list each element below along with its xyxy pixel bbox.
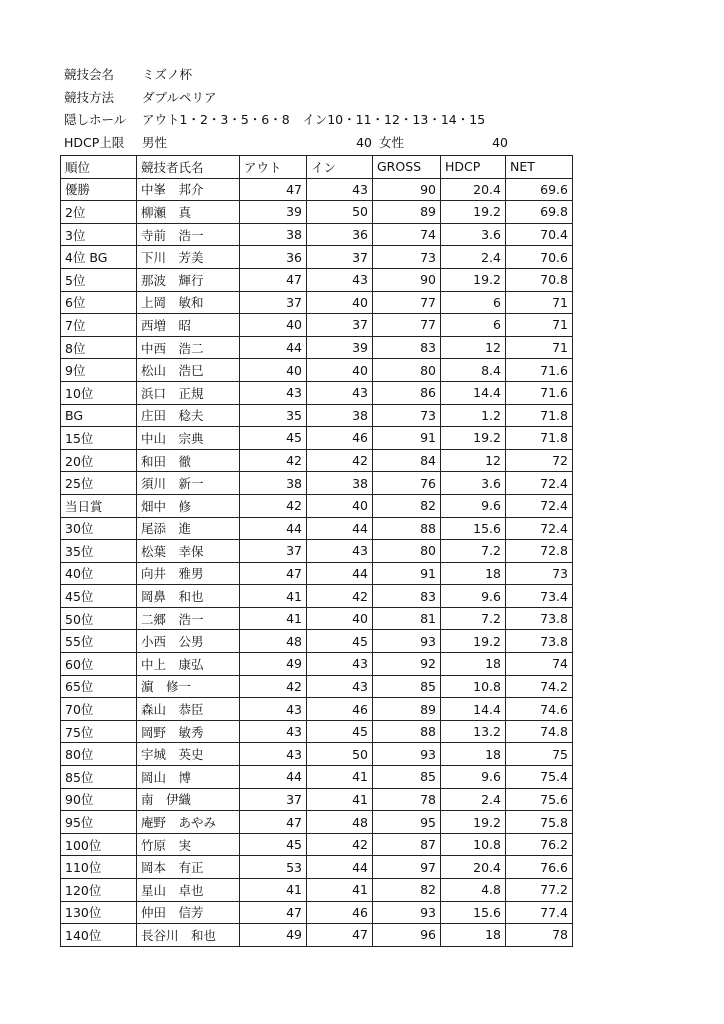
out-score-cell: 47 [240, 178, 307, 201]
rank-cell: 15位 [61, 427, 137, 450]
rank-cell: 140位 [61, 924, 137, 947]
table-row [61, 901, 573, 924]
rank-cell: 20位 [61, 449, 137, 472]
player-name-cell: 二郷 浩一 [137, 607, 240, 630]
table-row [61, 562, 573, 585]
in-score-cell: 40 [307, 607, 373, 630]
table-row [61, 201, 573, 224]
out-score-cell: 37 [240, 291, 307, 314]
net-score-cell: 78 [506, 924, 573, 947]
net-score-cell: 74.2 [506, 675, 573, 698]
gross-score-cell: 74 [373, 223, 441, 246]
net-score-cell: 76.2 [506, 833, 573, 856]
player-name-cell: 岡山 博 [137, 766, 240, 789]
gross-score-cell: 92 [373, 653, 441, 676]
column-header-net: NET [506, 156, 573, 179]
in-score-cell: 41 [307, 788, 373, 811]
gross-score-cell: 89 [373, 201, 441, 224]
in-score-cell: 48 [307, 811, 373, 834]
table-row [61, 314, 573, 337]
rank-cell: 25位 [61, 472, 137, 495]
table-row [61, 766, 573, 789]
out-score-cell: 47 [240, 268, 307, 291]
net-score-cell: 70.8 [506, 268, 573, 291]
out-score-cell: 40 [240, 359, 307, 382]
player-name-cell: 庵野 あやみ [137, 811, 240, 834]
gross-score-cell: 78 [373, 788, 441, 811]
out-score-cell: 42 [240, 675, 307, 698]
in-score-cell: 36 [307, 223, 373, 246]
out-score-cell: 37 [240, 540, 307, 563]
results-body [61, 178, 573, 946]
net-score-cell: 75.6 [506, 788, 573, 811]
rank-cell: 45位 [61, 585, 137, 608]
table-row [61, 698, 573, 721]
rank-cell: 130位 [61, 901, 137, 924]
player-name-cell: 庄田 稔夫 [137, 404, 240, 427]
hdcp-cell: 18 [441, 924, 506, 947]
out-score-cell: 38 [240, 472, 307, 495]
player-name-cell: 上岡 敏和 [137, 291, 240, 314]
player-name-cell: 中山 宗典 [137, 427, 240, 450]
in-score-cell: 38 [307, 472, 373, 495]
player-name-cell: 長谷川 和也 [137, 924, 240, 947]
out-score-cell: 42 [240, 449, 307, 472]
table-row [61, 585, 573, 608]
table-row [61, 540, 573, 563]
out-score-cell: 43 [240, 698, 307, 721]
rank-cell: 75位 [61, 720, 137, 743]
gross-score-cell: 96 [373, 924, 441, 947]
table-row [61, 381, 573, 404]
player-name-cell: 寺前 浩一 [137, 223, 240, 246]
rank-cell: 90位 [61, 788, 137, 811]
player-name-cell: 向井 雅男 [137, 562, 240, 585]
in-score-cell: 43 [307, 381, 373, 404]
table-row [61, 720, 573, 743]
gross-score-cell: 93 [373, 743, 441, 766]
net-score-cell: 71.8 [506, 404, 573, 427]
in-score-cell: 37 [307, 314, 373, 337]
rank-cell: 2位 [61, 201, 137, 224]
gross-score-cell: 85 [373, 675, 441, 698]
in-score-cell: 42 [307, 585, 373, 608]
gross-score-cell: 95 [373, 811, 441, 834]
table-row [61, 879, 573, 902]
gross-score-cell: 82 [373, 494, 441, 517]
net-score-cell: 69.8 [506, 201, 573, 224]
rank-cell: 優勝 [61, 178, 137, 201]
rank-cell: 65位 [61, 675, 137, 698]
gross-score-cell: 90 [373, 178, 441, 201]
hdcp-cell: 7.2 [441, 607, 506, 630]
rank-cell: 110位 [61, 856, 137, 879]
male-limit-value: 40 [356, 134, 372, 150]
table-row [61, 517, 573, 540]
out-score-cell: 44 [240, 517, 307, 540]
rank-cell: 4位 BG [61, 246, 137, 269]
hdcp-cell: 8.4 [441, 359, 506, 382]
hdcp-cell: 9.6 [441, 585, 506, 608]
player-name-cell: 宇城 英史 [137, 743, 240, 766]
player-name-cell: 下川 芳美 [137, 246, 240, 269]
hdcp-cell: 12 [441, 336, 506, 359]
out-score-cell: 35 [240, 404, 307, 427]
table-row [61, 404, 573, 427]
net-score-cell: 73.8 [506, 630, 573, 653]
rank-cell: 95位 [61, 811, 137, 834]
in-score-cell: 40 [307, 291, 373, 314]
hdcp-cell: 10.8 [441, 833, 506, 856]
in-score-cell: 39 [307, 336, 373, 359]
net-score-cell: 70.4 [506, 223, 573, 246]
player-name-cell: 西増 昭 [137, 314, 240, 337]
gross-score-cell: 90 [373, 268, 441, 291]
in-score-cell: 46 [307, 427, 373, 450]
gross-score-cell: 77 [373, 314, 441, 337]
player-name-cell: 仲田 信芳 [137, 901, 240, 924]
player-name-cell: 那波 輝行 [137, 268, 240, 291]
rank-cell: 7位 [61, 314, 137, 337]
hdcp-cell: 18 [441, 743, 506, 766]
out-score-cell: 41 [240, 879, 307, 902]
rank-cell: 8位 [61, 336, 137, 359]
player-name-cell: 竹原 実 [137, 833, 240, 856]
hdcp-cell: 13.2 [441, 720, 506, 743]
hdcp-cell: 15.6 [441, 517, 506, 540]
rank-cell: 35位 [61, 540, 137, 563]
rank-cell: 3位 [61, 223, 137, 246]
in-score-cell: 46 [307, 698, 373, 721]
hdcp-cell: 4.8 [441, 879, 506, 902]
gross-score-cell: 88 [373, 720, 441, 743]
results-table [60, 155, 573, 947]
player-name-cell: 南 伊織 [137, 788, 240, 811]
out-score-cell: 47 [240, 811, 307, 834]
hdcp-cell: 20.4 [441, 856, 506, 879]
net-score-cell: 72.4 [506, 517, 573, 540]
column-header-name: 競技者氏名 [137, 156, 240, 179]
table-row [61, 743, 573, 766]
out-score-cell: 38 [240, 223, 307, 246]
gross-score-cell: 87 [373, 833, 441, 856]
player-name-cell: 尾添 進 [137, 517, 240, 540]
out-score-cell: 39 [240, 201, 307, 224]
in-score-cell: 41 [307, 766, 373, 789]
net-score-cell: 71 [506, 291, 573, 314]
table-row [61, 268, 573, 291]
column-header-in: イン [307, 156, 373, 179]
net-score-cell: 72.4 [506, 494, 573, 517]
rank-cell: 100位 [61, 833, 137, 856]
column-header-rank: 順位 [61, 156, 137, 179]
net-score-cell: 77.2 [506, 879, 573, 902]
hdcp-cell: 3.6 [441, 223, 506, 246]
in-score-cell: 44 [307, 562, 373, 585]
net-score-cell: 75.8 [506, 811, 573, 834]
hdcp-cell: 12 [441, 449, 506, 472]
in-score-cell: 50 [307, 743, 373, 766]
net-score-cell: 73.8 [506, 607, 573, 630]
in-score-cell: 43 [307, 653, 373, 676]
out-score-cell: 47 [240, 901, 307, 924]
gross-score-cell: 93 [373, 901, 441, 924]
hdcp-cell: 14.4 [441, 381, 506, 404]
out-score-cell: 43 [240, 720, 307, 743]
in-score-cell: 43 [307, 675, 373, 698]
net-score-cell: 75 [506, 743, 573, 766]
column-header-hdcp: HDCP [441, 156, 506, 179]
hidden-holes-label: 隠しホール [64, 112, 127, 127]
in-score-cell: 43 [307, 268, 373, 291]
gross-score-cell: 84 [373, 449, 441, 472]
in-score-cell: 46 [307, 901, 373, 924]
net-score-cell: 72.8 [506, 540, 573, 563]
net-score-cell: 69.6 [506, 178, 573, 201]
gross-score-cell: 80 [373, 540, 441, 563]
net-score-cell: 74 [506, 653, 573, 676]
table-row [61, 472, 573, 495]
out-score-cell: 49 [240, 653, 307, 676]
hdcp-cell: 19.2 [441, 201, 506, 224]
net-score-cell: 71 [506, 336, 573, 359]
gross-score-cell: 73 [373, 404, 441, 427]
table-row [61, 788, 573, 811]
table-row [61, 675, 573, 698]
net-score-cell: 71 [506, 314, 573, 337]
female-limit-value: 40 [492, 134, 508, 150]
out-score-cell: 41 [240, 585, 307, 608]
table-row [61, 630, 573, 653]
rank-cell: 6位 [61, 291, 137, 314]
hdcp-cell: 14.4 [441, 698, 506, 721]
rank-cell: 50位 [61, 607, 137, 630]
net-score-cell: 73 [506, 562, 573, 585]
in-score-cell: 45 [307, 720, 373, 743]
in-score-cell: 43 [307, 540, 373, 563]
net-score-cell: 73.4 [506, 585, 573, 608]
player-name-cell: 星山 卓也 [137, 879, 240, 902]
net-score-cell: 76.6 [506, 856, 573, 879]
rank-cell: 9位 [61, 359, 137, 382]
net-score-cell: 71.6 [506, 359, 573, 382]
table-row [61, 653, 573, 676]
header-row [61, 156, 573, 179]
table-row [61, 856, 573, 879]
table-row [61, 449, 573, 472]
rank-cell: 5位 [61, 268, 137, 291]
hidden-holes-value: アウト1・2・3・5・6・8 イン10・11・12・13・14・15 [142, 112, 486, 127]
column-header-gross: GROSS [373, 156, 441, 179]
table-row [61, 833, 573, 856]
hdcp-cell: 6 [441, 291, 506, 314]
table-row [61, 178, 573, 201]
method-value: ダブルペリア [142, 89, 217, 105]
hdcp-cell: 19.2 [441, 811, 506, 834]
table-row [61, 359, 573, 382]
gross-score-cell: 81 [373, 607, 441, 630]
player-name-cell: 岡野 敏秀 [137, 720, 240, 743]
out-score-cell: 43 [240, 381, 307, 404]
player-name-cell: 岡鼻 和也 [137, 585, 240, 608]
in-score-cell: 45 [307, 630, 373, 653]
hdcp-cell: 18 [441, 562, 506, 585]
method-label: 競技方法 [64, 89, 115, 105]
in-score-cell: 37 [307, 246, 373, 269]
in-score-cell: 44 [307, 517, 373, 540]
player-name-cell: 中西 浩二 [137, 336, 240, 359]
table-row [61, 246, 573, 269]
gross-score-cell: 93 [373, 630, 441, 653]
in-score-cell: 47 [307, 924, 373, 947]
hdcp-cell: 7.2 [441, 540, 506, 563]
hdcp-cell: 1.2 [441, 404, 506, 427]
rank-cell: BG [61, 404, 137, 427]
hdcp-cell: 3.6 [441, 472, 506, 495]
out-score-cell: 37 [240, 788, 307, 811]
hdcp-cell: 20.4 [441, 178, 506, 201]
rank-cell: 10位 [61, 381, 137, 404]
column-header-out: アウト [240, 156, 307, 179]
player-name-cell: 柳瀬 真 [137, 201, 240, 224]
player-name-cell: 松山 浩巳 [137, 359, 240, 382]
player-name-cell: 浜口 正規 [137, 381, 240, 404]
gross-score-cell: 83 [373, 585, 441, 608]
hdcp-cell: 19.2 [441, 427, 506, 450]
event-name-value: ミズノ杯 [142, 67, 193, 82]
player-name-cell: 和田 徹 [137, 449, 240, 472]
table-row [61, 223, 573, 246]
event-name-label: 競技会名 [64, 67, 115, 82]
table-row [61, 811, 573, 834]
gross-score-cell: 76 [373, 472, 441, 495]
net-score-cell: 72.4 [506, 472, 573, 495]
out-score-cell: 41 [240, 607, 307, 630]
hdcp-cell: 6 [441, 314, 506, 337]
out-score-cell: 49 [240, 924, 307, 947]
in-score-cell: 40 [307, 359, 373, 382]
out-score-cell: 42 [240, 494, 307, 517]
net-score-cell: 74.6 [506, 698, 573, 721]
rank-cell: 40位 [61, 562, 137, 585]
player-name-cell: 須川 新一 [137, 472, 240, 495]
net-score-cell: 75.4 [506, 766, 573, 789]
hdcp-cell: 19.2 [441, 630, 506, 653]
gross-score-cell: 80 [373, 359, 441, 382]
in-score-cell: 38 [307, 404, 373, 427]
table-row [61, 427, 573, 450]
player-name-cell: 濵 修一 [137, 675, 240, 698]
net-score-cell: 74.8 [506, 720, 573, 743]
rank-cell: 120位 [61, 879, 137, 902]
player-name-cell: 中峯 邦介 [137, 178, 240, 201]
gross-score-cell: 88 [373, 517, 441, 540]
hdcp-cell: 10.8 [441, 675, 506, 698]
net-score-cell: 71.8 [506, 427, 573, 450]
player-name-cell: 岡本 有正 [137, 856, 240, 879]
gross-score-cell: 91 [373, 562, 441, 585]
gross-score-cell: 73 [373, 246, 441, 269]
in-score-cell: 44 [307, 856, 373, 879]
table-row [61, 291, 573, 314]
table-row [61, 924, 573, 947]
out-score-cell: 40 [240, 314, 307, 337]
out-score-cell: 36 [240, 246, 307, 269]
female-label: 女性 [379, 134, 405, 150]
gross-score-cell: 97 [373, 856, 441, 879]
gross-score-cell: 82 [373, 879, 441, 902]
male-label: 男性 [142, 134, 168, 150]
out-score-cell: 45 [240, 833, 307, 856]
out-score-cell: 48 [240, 630, 307, 653]
out-score-cell: 45 [240, 427, 307, 450]
out-score-cell: 53 [240, 856, 307, 879]
gross-score-cell: 85 [373, 766, 441, 789]
table-row [61, 494, 573, 517]
out-score-cell: 43 [240, 743, 307, 766]
hdcp-cell: 15.6 [441, 901, 506, 924]
table-row [61, 336, 573, 359]
gross-score-cell: 89 [373, 698, 441, 721]
table-row [61, 607, 573, 630]
gross-score-cell: 91 [373, 427, 441, 450]
player-name-cell: 松葉 幸保 [137, 540, 240, 563]
hdcp-limit-label: HDCP上限 [64, 134, 125, 150]
net-score-cell: 77.4 [506, 901, 573, 924]
in-score-cell: 43 [307, 178, 373, 201]
hdcp-cell: 9.6 [441, 494, 506, 517]
in-score-cell: 50 [307, 201, 373, 224]
rank-cell: 30位 [61, 517, 137, 540]
gross-score-cell: 77 [373, 291, 441, 314]
net-score-cell: 71.6 [506, 381, 573, 404]
hdcp-cell: 9.6 [441, 766, 506, 789]
rank-cell: 70位 [61, 698, 137, 721]
net-score-cell: 72 [506, 449, 573, 472]
player-name-cell: 畑中 修 [137, 494, 240, 517]
player-name-cell: 小西 公男 [137, 630, 240, 653]
rank-cell: 60位 [61, 653, 137, 676]
in-score-cell: 41 [307, 879, 373, 902]
hdcp-cell: 19.2 [441, 268, 506, 291]
gross-score-cell: 86 [373, 381, 441, 404]
out-score-cell: 47 [240, 562, 307, 585]
hdcp-cell: 18 [441, 653, 506, 676]
in-score-cell: 40 [307, 494, 373, 517]
rank-cell: 85位 [61, 766, 137, 789]
out-score-cell: 44 [240, 336, 307, 359]
in-score-cell: 42 [307, 449, 373, 472]
out-score-cell: 44 [240, 766, 307, 789]
gross-score-cell: 83 [373, 336, 441, 359]
rank-cell: 55位 [61, 630, 137, 653]
player-name-cell: 中上 康弘 [137, 653, 240, 676]
net-score-cell: 70.6 [506, 246, 573, 269]
rank-cell: 当日賞 [61, 494, 137, 517]
hdcp-cell: 2.4 [441, 246, 506, 269]
hdcp-cell: 2.4 [441, 788, 506, 811]
player-name-cell: 森山 恭臣 [137, 698, 240, 721]
rank-cell: 80位 [61, 743, 137, 766]
in-score-cell: 42 [307, 833, 373, 856]
